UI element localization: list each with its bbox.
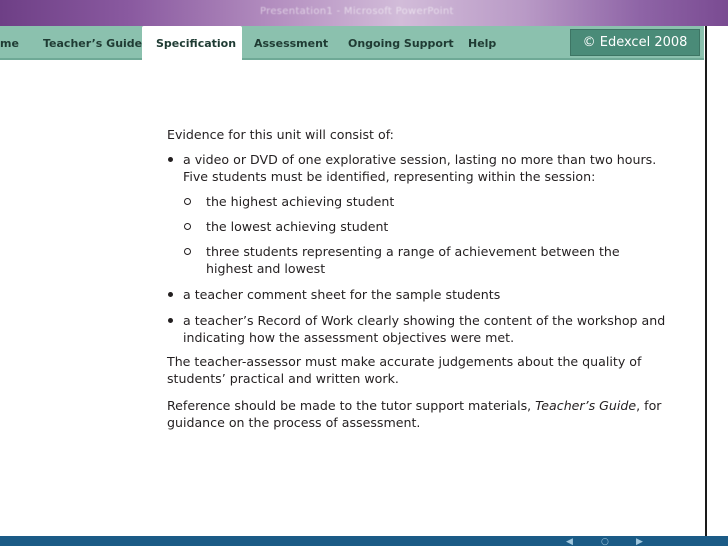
sub-bullet-text: three students representing a range of achievement between the highest and lowest	[206, 244, 620, 276]
next-arrow-icon[interactable]: ▶	[636, 537, 643, 546]
copyright-badge: © Edexcel 2008	[570, 29, 700, 56]
reference-teachers-guide: Teacher’s Guide	[535, 398, 637, 413]
bullet-dot-icon	[168, 292, 173, 297]
sub-bullet-item	[167, 193, 667, 210]
nav-tab-help[interactable]: Help	[468, 37, 497, 50]
slide-content	[167, 126, 667, 441]
nav-tab-home[interactable]: me	[0, 37, 19, 50]
bullet-dot-icon	[168, 318, 173, 323]
sub-bullet-ring-icon	[184, 248, 191, 255]
bullet-item	[167, 286, 667, 303]
bullet-text: a teacher’s Record of Work clearly showing the content of the workshop and indicating how the assessment objectives were met.	[183, 313, 666, 345]
nav-tab-specification[interactable]: Specification	[142, 26, 242, 64]
bullet-dot-icon	[168, 157, 173, 162]
home-icon[interactable]: ○	[601, 537, 609, 546]
top-navigation	[0, 26, 704, 60]
nav-tab-ongoing-support[interactable]: Ongoing Support	[348, 37, 454, 50]
bottom-navigation-bar	[0, 536, 728, 546]
window-title: Presentation1 - Microsoft PowerPoint	[260, 6, 454, 17]
bullet-text: a teacher comment sheet for the sample students	[183, 287, 501, 302]
sub-bullet-ring-icon	[184, 198, 191, 205]
paragraph-judgements: The teacher-assessor must make accurate judgements about the quality of students’ practical and written work.	[167, 354, 642, 386]
bullet-item	[167, 151, 667, 277]
reference-text-start: Reference should be made to the tutor support materials,	[167, 398, 536, 413]
nav-tab-teachers-guide[interactable]: Teacher’s Guide	[43, 37, 143, 50]
intro-text: Evidence for this unit will consist of:	[167, 127, 394, 142]
paragraph-reference	[167, 397, 667, 431]
sub-bullet-ring-icon	[184, 223, 191, 230]
sub-bullet-item	[167, 218, 667, 235]
window-title-bar	[0, 0, 728, 26]
slide-right-edge	[704, 26, 728, 536]
previous-arrow-icon[interactable]: ◀	[566, 537, 573, 546]
bullet-item	[167, 312, 667, 346]
vertical-rule	[705, 26, 707, 536]
sub-bullet-text: the highest achieving student	[206, 194, 395, 209]
bullet-text: a video or DVD of one explorative session, lasting no more than two hours. Five students must be identified, representing within the session:	[183, 152, 657, 184]
sub-bullet-text: the lowest achieving student	[206, 219, 389, 234]
sub-bullet-item	[167, 243, 667, 277]
reference-text-end: , for guidance on the process of assessment.	[167, 398, 662, 430]
nav-tab-assessment[interactable]: Assessment	[254, 37, 329, 50]
